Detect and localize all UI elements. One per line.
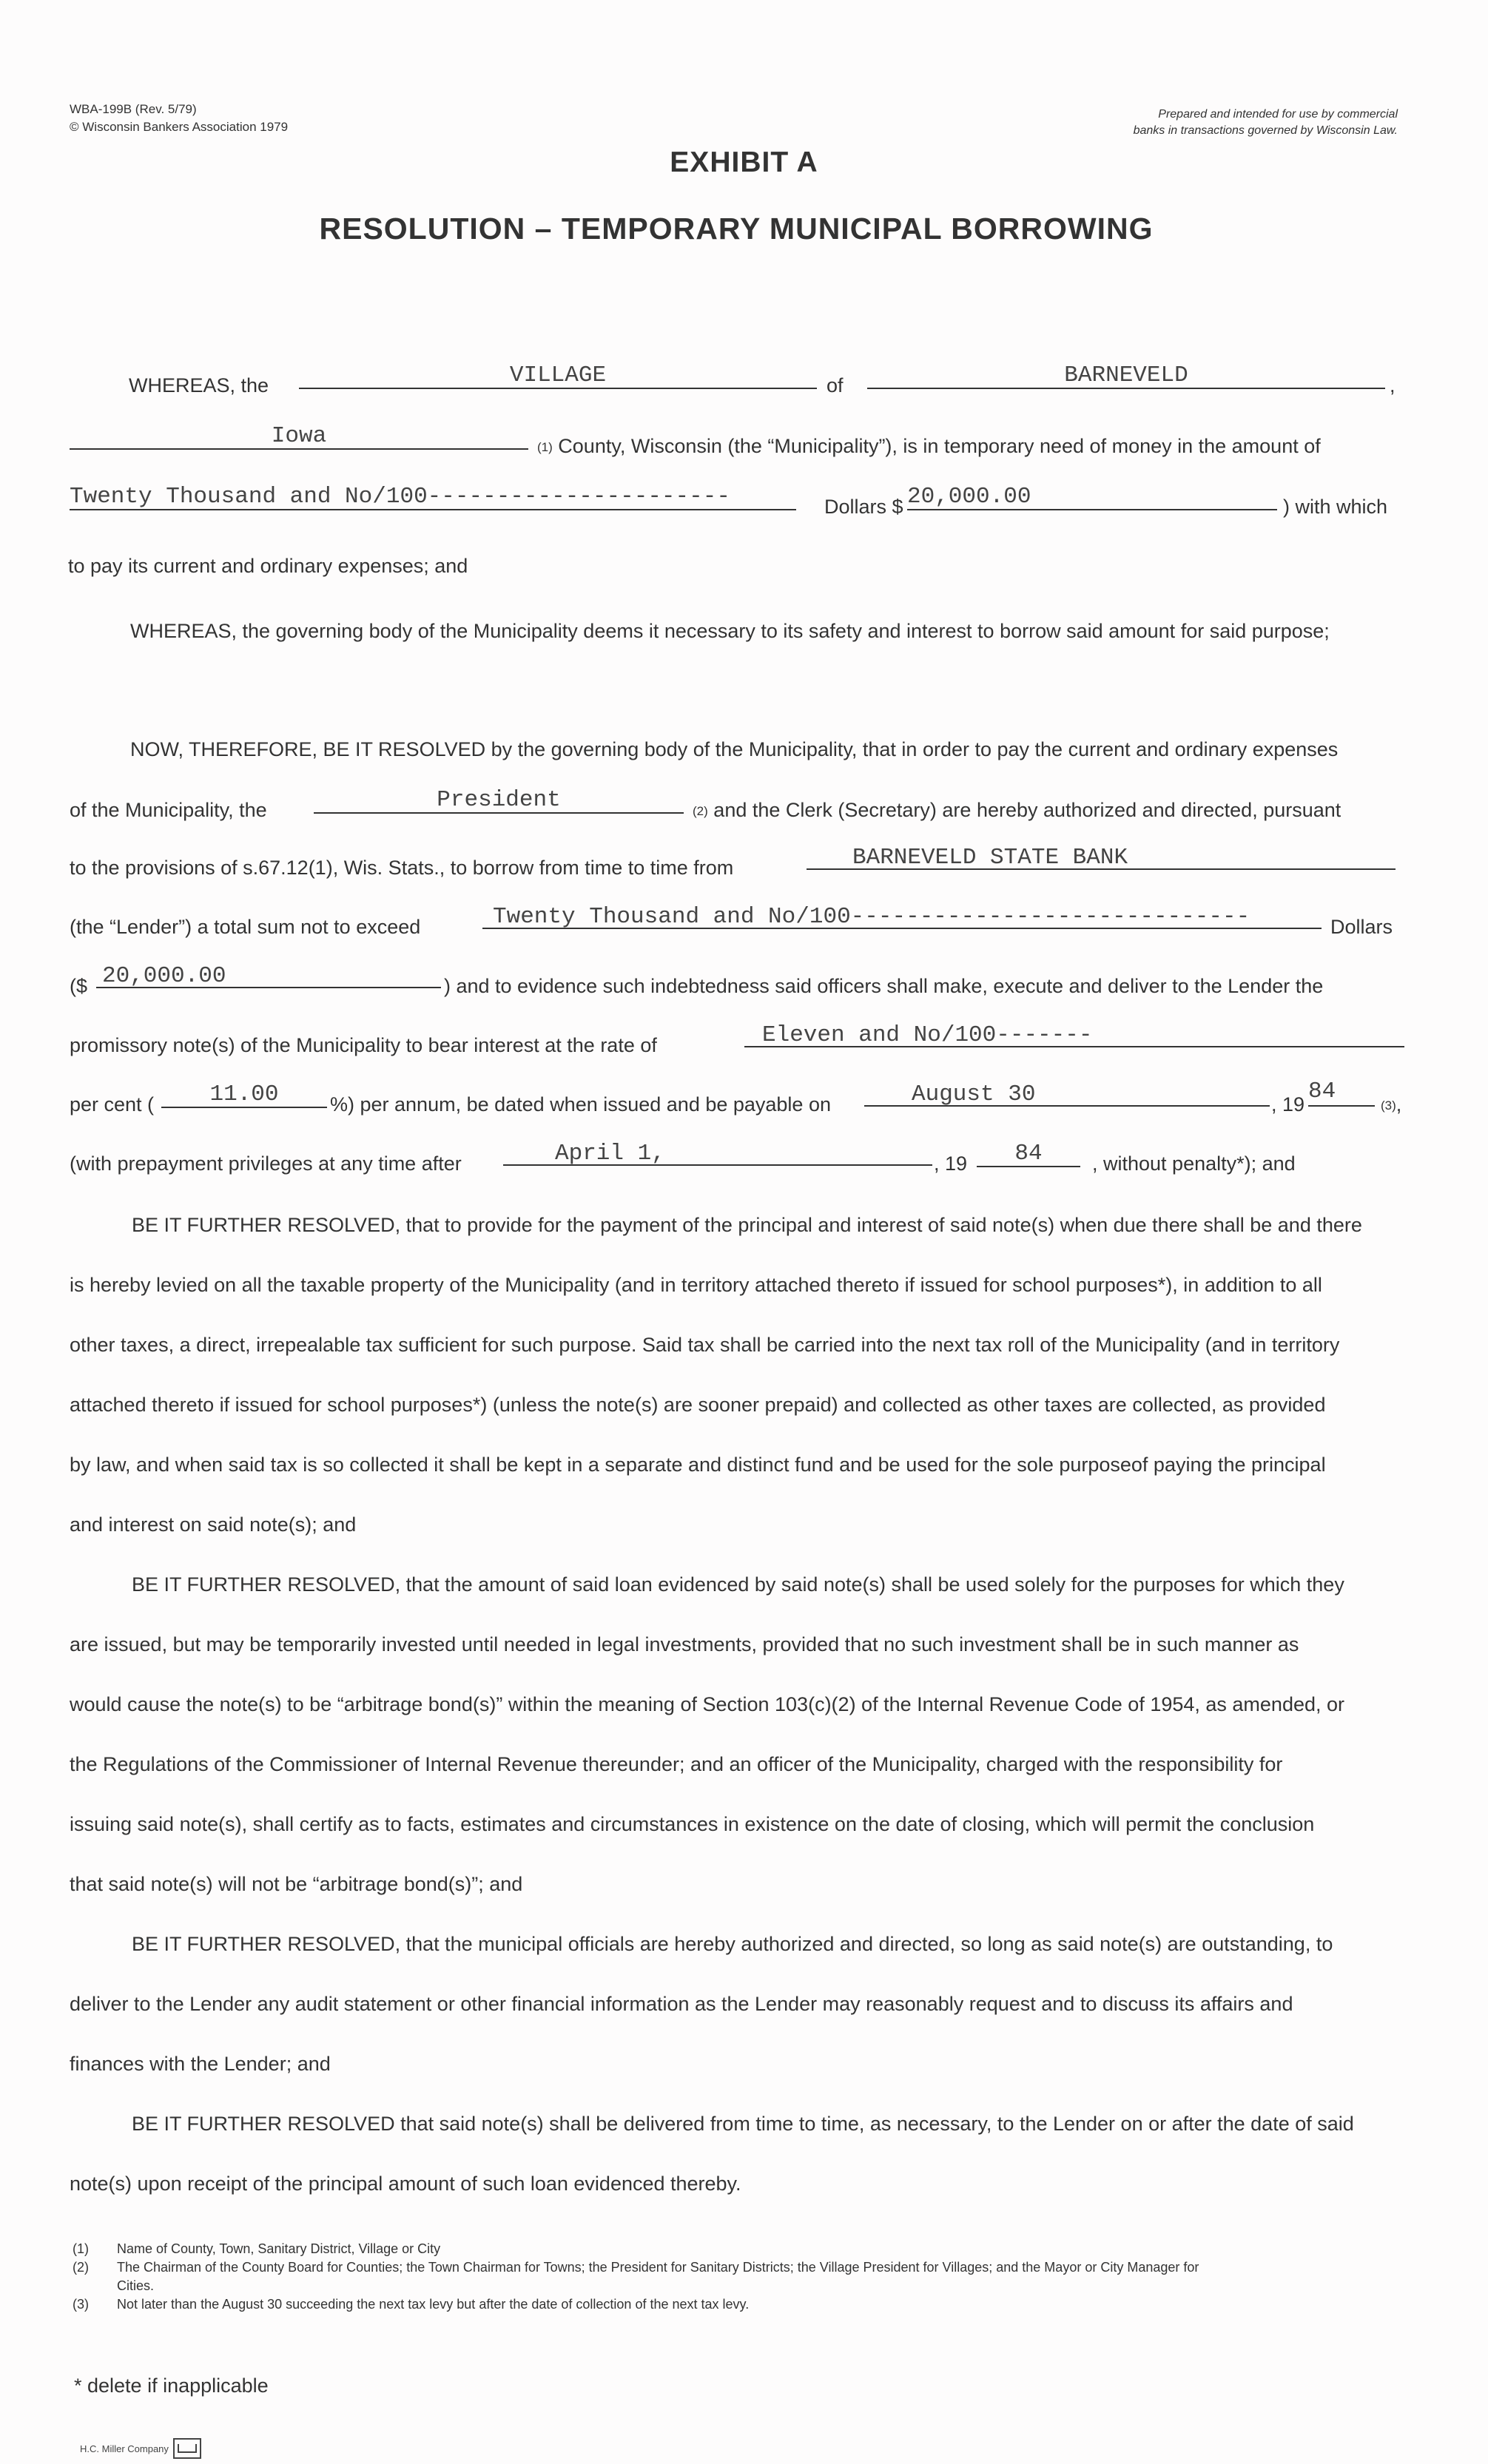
form-id-block	[70, 101, 288, 136]
body-line: and interest on said note(s); and	[70, 1513, 357, 1536]
ref-1: (1)	[537, 440, 553, 454]
provisions-text: to the provisions of s.67.12(1), Wis. Stats., to borrow from time to time from	[70, 857, 734, 879]
body-line: BE IT FURTHER RESOLVED, that the amount of said loan evidenced by said note(s) shall be used solely for the purposes for which they	[132, 1573, 1344, 1596]
county-text	[537, 435, 1321, 458]
ref-3-comma: ,	[1396, 1093, 1402, 1115]
payable-19: , 19	[1271, 1093, 1305, 1115]
per-annum-text: %) per annum, be dated when issued and be payable on	[330, 1093, 831, 1115]
footnote	[73, 2258, 1404, 2277]
body-line: attached thereto if issued for school purposes*) (unless the note(s) are sooner prepaid) and collected as other taxes are collected, as provided	[70, 1394, 1326, 1416]
printer-name: H.C. Miller Company	[80, 2443, 169, 2454]
footnote-number	[73, 2277, 117, 2295]
ref-3: (3)	[1381, 1098, 1396, 1113]
footnote	[73, 2277, 1404, 2295]
footnote-text: The Chairman of the County Board for Counties; the Town Chairman for Towns; the President for Sanitary Districts; the Village President for Villages; and the Mayor or City Manager for	[117, 2260, 1199, 2275]
footnote-text: Cities.	[117, 2278, 155, 2293]
footnote-number: (3)	[73, 2297, 89, 2312]
body-line: the Regulations of the Commissioner of Internal Revenue thereunder; and an officer of the Municipality, charged with the responsibility for	[70, 1753, 1283, 1775]
body-line: is hereby levied on all the taxable property of the Municipality (and in territory attached thereto if issued for school purposes*), in addition to all	[70, 1274, 1322, 1296]
dollars-word: Dollars	[1330, 916, 1393, 938]
county-field[interactable]: Iowa	[70, 423, 528, 450]
prepay-year-field[interactable]: 84	[977, 1141, 1080, 1167]
promissory-text: promissory note(s) of the Municipality to bear interest at the rate of	[70, 1034, 657, 1056]
body-line: deliver to the Lender any audit statement or other financial information as the Lender may reasonably request and to discuss its affairs and	[70, 1993, 1293, 2015]
of-municipality-label: of the Municipality, the	[70, 799, 267, 821]
ref-3-marker	[1381, 1093, 1401, 1116]
municipality-type-field[interactable]: VILLAGE	[299, 362, 817, 389]
county-suffix: County, Wisconsin (the “Municipality”), is in temporary need of money in the amount of	[558, 435, 1321, 457]
payable-date-field[interactable]: August 30	[864, 1081, 1270, 1107]
body-line: are issued, but may be temporarily invested until needed in legal investments, provided that no such investment shall be in such manner as	[70, 1633, 1299, 1655]
amount-number-field[interactable]: 20,000.00	[907, 484, 1277, 510]
resolution-body	[70, 1195, 1401, 2214]
comma: ,	[1390, 374, 1396, 396]
prepared-note-line-2: banks in transactions governed by Wisconsin Law.	[1133, 124, 1398, 137]
body-line: finances with the Lender; and	[70, 2053, 331, 2075]
payable-year-field[interactable]: 84	[1308, 1079, 1375, 1107]
body-line: that said note(s) will not be “arbitrage bond(s)”; and	[70, 1873, 523, 1895]
lender-sum-text: (the “Lender”) a total sum not to exceed	[70, 916, 421, 938]
body-line: BE IT FURTHER RESOLVED, that the municipal officials are hereby authorized and directed, so long as said note(s) are outstanding, to	[132, 1933, 1333, 1955]
body-line: would cause the note(s) to be “arbitrage bond(s)” within the meaning of Section 103(c)(2) of the Internal Revenue Code of 1954, as amended, or	[70, 1693, 1345, 1715]
prepared-note	[1057, 107, 1398, 139]
sum-number-field[interactable]: 20,000.00	[96, 963, 441, 988]
exhibit-title: EXHIBIT A	[670, 146, 818, 178]
body-line: other taxes, a direct, irrepealable tax sufficient for such purpose. Said tax shall be carried into the next tax roll of the Municipality (and in territory	[70, 1334, 1340, 1356]
body-line: issuing said note(s), shall certify as to facts, estimates and circumstances in existence on the date of closing, which will permit the conclusion	[70, 1813, 1315, 1835]
ref-2: (2)	[693, 804, 708, 818]
prepay-text: (with prepayment privileges at any time after	[70, 1152, 462, 1175]
dollars-label: Dollars $	[824, 496, 903, 518]
per-cent-label: per cent (	[70, 1093, 155, 1115]
without-penalty-text: , without penalty*); and	[1092, 1152, 1296, 1175]
evidence-text: ) and to evidence such indebtedness said officers shall make, execute and deliver to the Lender the	[444, 975, 1324, 997]
whereas-2-text: WHEREAS, the governing body of the Municipality deems it necessary to its safety and interest to borrow said amount for said purpose;	[130, 620, 1330, 642]
prepay-date-field[interactable]: April 1,	[503, 1141, 932, 1166]
open-paren-dollar: ($	[70, 975, 88, 997]
footnote	[73, 2240, 1404, 2258]
footnote-number: (1)	[73, 2241, 89, 2256]
municipality-name-field[interactable]: BARNEVELD	[867, 362, 1385, 389]
body-line: note(s) upon receipt of the principal amount of such loan evidenced thereby.	[70, 2173, 741, 2195]
body-line: BE IT FURTHER RESOLVED that said note(s) shall be delivered from time to time, as necessary, to the Lender on or after the date of said	[132, 2113, 1354, 2135]
whereas-label: WHEREAS, the	[129, 374, 269, 396]
body-line: BE IT FURTHER RESOLVED, that to provide for the payment of the principal and interest of said note(s) when due there shall be and there	[132, 1214, 1362, 1236]
of-label: of	[827, 374, 844, 396]
footnotes	[73, 2240, 1404, 2314]
pay-expenses-text: to pay its current and ordinary expenses; and	[68, 555, 468, 577]
footnote-number: (2)	[73, 2260, 89, 2275]
body-line: by law, and when said tax is so collected it shall be kept in a separate and distinct fund and be used for the sole purposeof paying the principal	[70, 1454, 1326, 1476]
now-therefore-text: NOW, THEREFORE, BE IT RESOLVED by the governing body of the Municipality, that in order to pay the current and ordinary expenses	[130, 738, 1339, 760]
sum-words-field[interactable]: Twenty Thousand and No/100-----------------------------	[482, 904, 1322, 929]
rate-words-field[interactable]: Eleven and No/100-------	[744, 1022, 1404, 1047]
printer-logo-icon	[173, 2438, 201, 2459]
form-id: WBA-199B (Rev. 5/79)	[70, 102, 197, 116]
document-title: RESOLUTION – TEMPORARY MUNICIPAL BORROWING	[319, 212, 1154, 246]
with-which: ) with which	[1283, 496, 1388, 518]
amount-words-field[interactable]: Twenty Thousand and No/100----------------------	[70, 484, 796, 510]
officer-field[interactable]: President	[314, 787, 684, 814]
printer-mark	[80, 2438, 201, 2459]
delete-note: * delete if inapplicable	[74, 2374, 269, 2397]
rate-number-field[interactable]: 11.00	[161, 1081, 327, 1108]
clerk-text-body: and the Clerk (Secretary) are hereby authorized and directed, pursuant	[713, 799, 1341, 821]
prepared-note-line-1: Prepared and intended for use by commercial	[1158, 108, 1398, 121]
lender-field[interactable]: BARNEVELD STATE BANK	[807, 845, 1396, 870]
footnote-text: Not later than the August 30 succeeding the next tax levy but after the date of collection of the next tax levy.	[117, 2297, 750, 2312]
clerk-text	[693, 799, 1341, 822]
footnote	[73, 2295, 1404, 2314]
copyright: © Wisconsin Bankers Association 1979	[70, 120, 289, 134]
prepay-19: , 19	[934, 1152, 968, 1175]
footnote-text: Name of County, Town, Sanitary District, Village or City	[117, 2241, 441, 2256]
